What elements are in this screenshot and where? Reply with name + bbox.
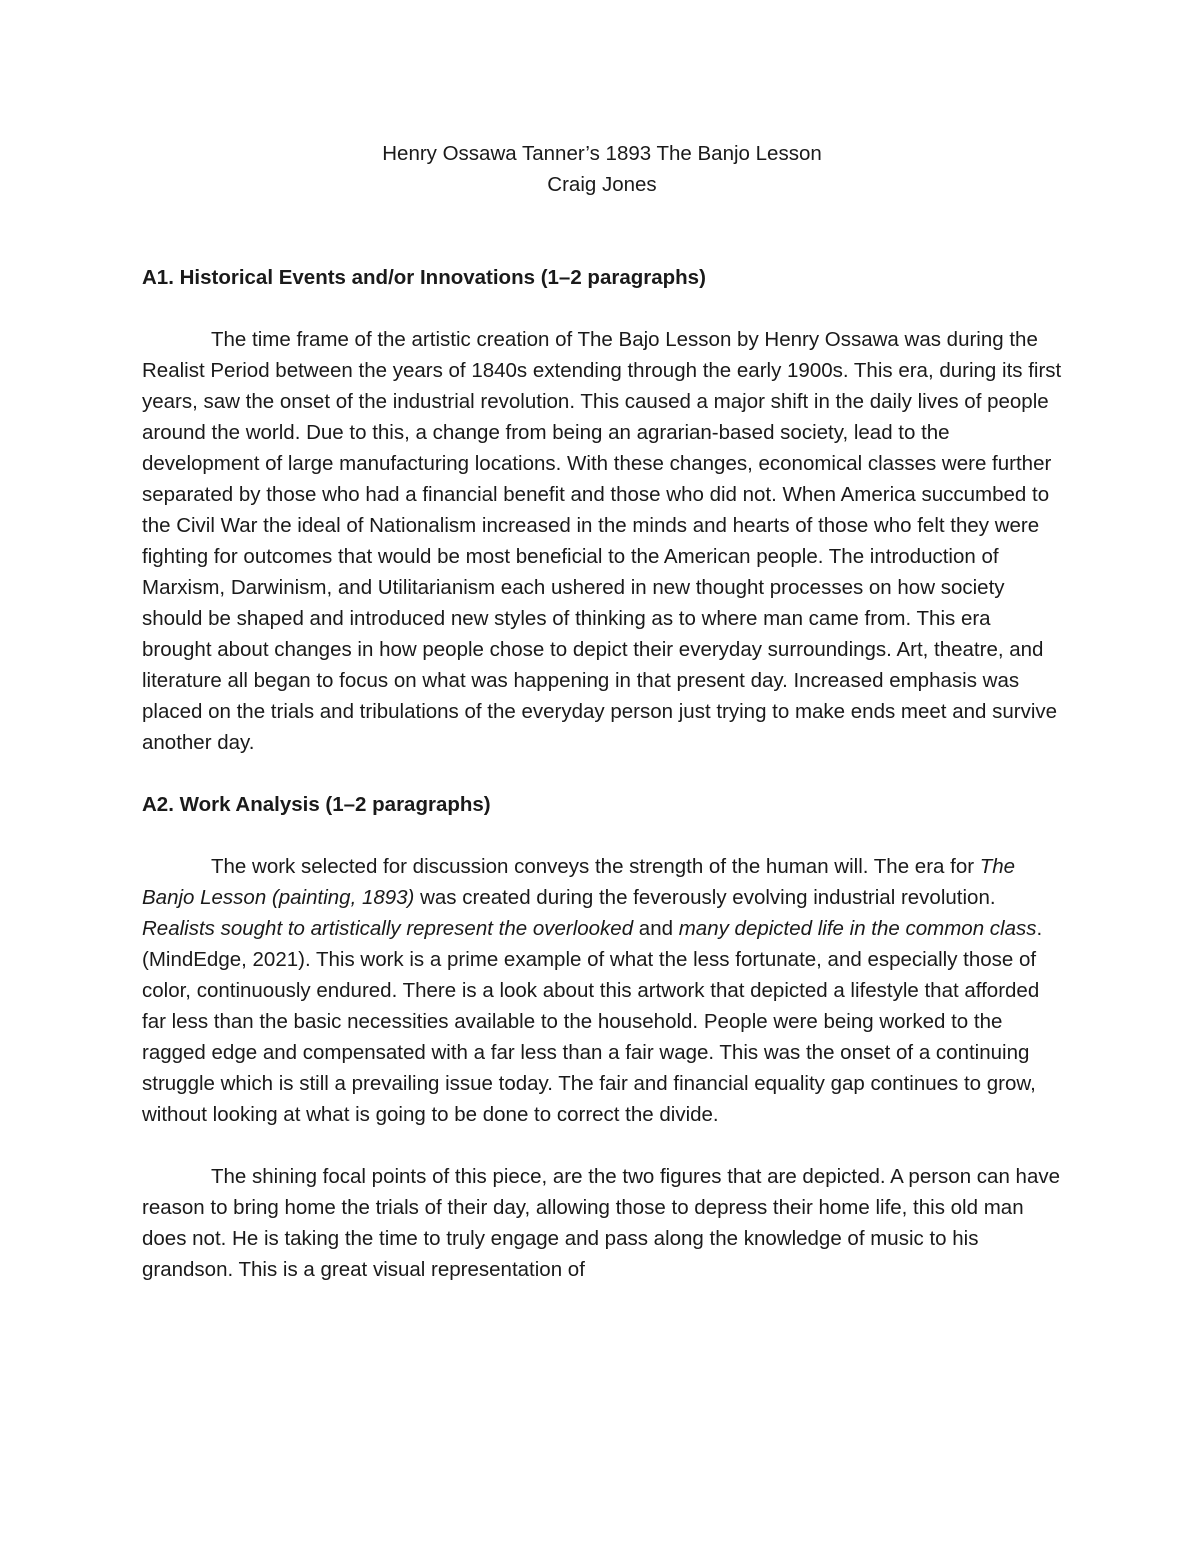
quote-italic: many depicted life in the common class — [678, 917, 1037, 940]
artwork-title-italic: The Banjo Lesson (painting, 1893) — [142, 855, 1016, 909]
section-a1-paragraph: The time frame of the artistic creation of The Bajo Lesson by Henry Ossawa was during the Realist Period between the years of 1840s extending through the early 1900s. This era, during its first years, saw the onset of the industrial revolution. This caused a major shift in the daily lives of people around the world. Due to this, a change from being an agrarian-based society, lead to the development of large manufacturing locations. With these changes, economical classes were further separated by those who had a financial benefit and those who did not. When America succumbed to the Civil War the ideal of Nationalism increased in the minds and hearts of those who felt they were fighting for outcomes that would be most beneficial to the American people. The introduction of Marxism, Darwinism, and Utilitarianism each ushered in new thought processes on how society should be shaped and introduced new styles of thinking as to where man came from. This era brought about changes in how people chose to depict their everyday surroundings. Art, theatre, and literature all began to focus on what was happening in that present day. Increased emphasis was placed on the trials and tribulations of the everyday person just trying to make ends meet and survive another day. — [142, 328, 1062, 754]
section-a2-paragraph-1 — [142, 851, 1062, 1130]
text-run: . (MindEdge, 2021). This work is a prime example of what the less fortunate, and especially those of color, continuously endured. There is a look about this artwork that depicted a lifestyle that afforded far less than the basic necessities available to the household. People were being worked to the ragged edge and compensated with a far less than a fair wage. This was the onset of a continuing struggle which is still a prevailing issue today. The fair and financial equality gap continues to grow, without looking at what is going to be done to correct the divide. — [142, 917, 1043, 1126]
text-run: and — [633, 917, 679, 940]
quote-italic: Realists sought to artistically represent the overlooked — [142, 917, 634, 940]
section-heading-a1: A1. Historical Events and/or Innovations (1–2 paragraphs) — [142, 266, 706, 289]
text-run: was created during the feverously evolving industrial revolution. — [414, 886, 996, 909]
title-block — [142, 138, 1062, 200]
section-a2-paragraph-2: The shining focal points of this piece, are the two figures that are depicted. A person can have reason to bring home the trials of their day, allowing those to depress their home life, this old man does not. He is taking the time to truly engage and pass along the knowledge of music to his grandson. This is a great visual representation of — [142, 1165, 1060, 1281]
text-run: The work selected for discussion conveys the strength of the human will. The era for — [211, 855, 980, 878]
document-author: Craig Jones — [547, 173, 657, 196]
document-page — [142, 138, 1062, 1285]
document-title: Henry Ossawa Tanner’s 1893 The Banjo Lesson — [382, 142, 822, 165]
section-heading-a2: A2. Work Analysis (1–2 paragraphs) — [142, 793, 491, 816]
